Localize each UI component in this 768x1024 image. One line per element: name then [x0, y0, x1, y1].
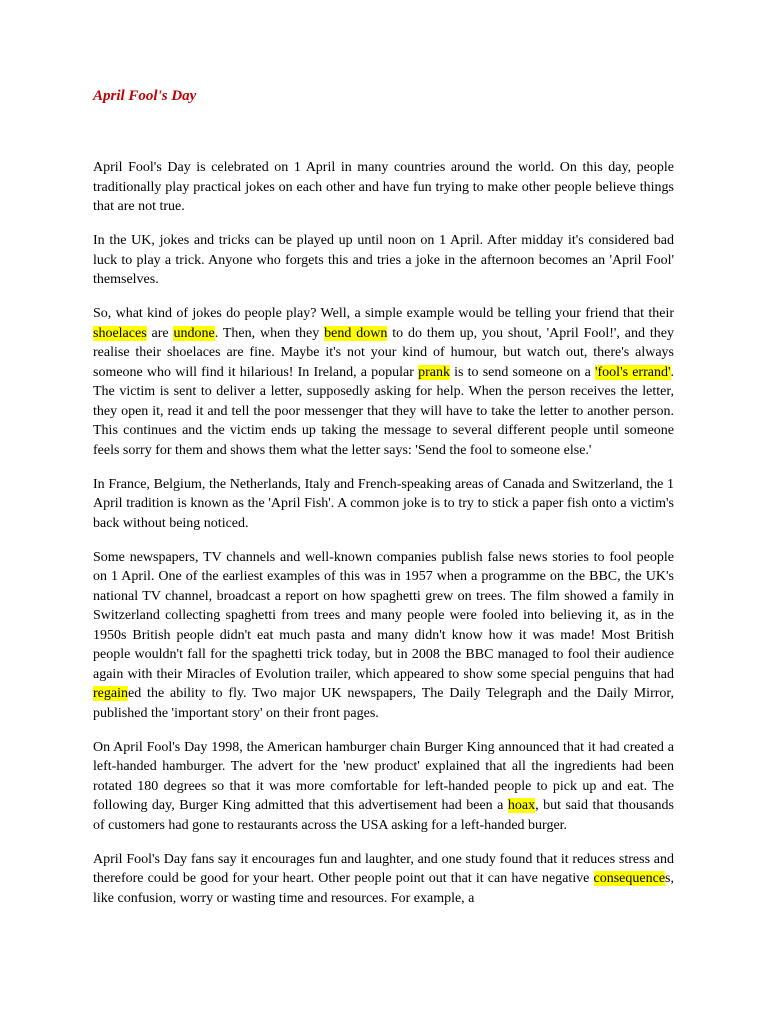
- paragraph: [93, 738, 674, 836]
- text-run: ed the ability to fly. Two major UK newspapers, The Daily Telegraph and the Daily Mirror, published the 'important story' on their front pages.: [93, 686, 674, 721]
- paragraph: [93, 158, 674, 217]
- highlighted-text: bend down: [324, 325, 388, 341]
- highlighted-text: consequence: [593, 871, 666, 886]
- text-run: to do them up, you shout, 'April Fool!', and they realise their shoelaces are fine. Maybe it's not your kind of humour, but watch out, there's always someone who will find it hilarious! In Ireland, a popular: [93, 325, 674, 380]
- paragraph: [93, 304, 674, 460]
- text-run: , but said that thousands of customers had gone to restaurants across the USA asking for a left-handed burger.: [93, 798, 674, 833]
- text-run: Some newspapers, TV channels and well-known companies publish false news stories to fool people on 1 April. One of the earliest examples of this was in 1957 when a programme on the BBC, the UK's national TV channel, broadcast a report on how spaghetti grew on trees. The film showed a family in Switzerland collecting spaghetti from trees and many people were fooled into believing it, as in the 1950s British people didn't eat much pasta and many didn't know how it was made! Most British people wouldn't fall for the spaghetti trick today, but in 2008 the BBC managed to fool their audience again with their Miracles of Evolution trailer, which appeared to show some special penguins that had: [93, 549, 674, 682]
- text-run: April Fool's Day is celebrated on 1 April in many countries around the world. On this day, people traditionally play practical jokes on each other and have fun trying to make other people believe things that are not true.: [93, 160, 674, 214]
- text-run: April Fool's Day fans say it encourages fun and laughter, and one study found that it reduces stress and therefore could be good for your heart. Other people point out that it can have negative: [93, 851, 674, 886]
- document-title: April Fool's Day: [93, 88, 197, 104]
- paragraph: [93, 548, 674, 724]
- highlighted-text: hoax: [507, 798, 536, 813]
- text-run: is to send someone on a: [449, 364, 595, 380]
- highlighted-text: shoelaces: [93, 325, 147, 341]
- paragraph: [93, 850, 674, 909]
- text-run: . Then, when they: [214, 325, 325, 341]
- highlighted-text: prank: [418, 364, 450, 380]
- text-run: s, like confusion, worry or wasting time and resources. For example, a: [93, 871, 674, 906]
- text-run: are: [146, 325, 174, 341]
- highlighted-text: regain: [93, 686, 128, 701]
- text-run: In the UK, jokes and tricks can be played up until noon on 1 April. After midday it's considered bad luck to play a trick. Anyone who forgets this and tries a joke in the afternoon becomes an 'April Fool' themselves.: [93, 233, 674, 287]
- text-run: On April Fool's Day 1998, the American hamburger chain Burger King announced that it had created a left-handed hamburger. The advert for the 'new product' explained that all the ingredients had been rotated 180 degrees so that it was more comfortable for left-handed people to pick up and eat. The following day, Burger King admitted that this advertisement had been a: [93, 739, 674, 813]
- text-run: In France, Belgium, the Netherlands, Italy and French-speaking areas of Canada and Switzerland, the 1 April tradition is known as the 'April Fish'. A common joke is to try to stick a paper fish onto a victim's back without being noticed.: [93, 476, 674, 531]
- paragraph: [93, 231, 674, 290]
- text-run: . The victim is sent to deliver a letter, supposedly asking for help. When the person receives the letter, they open it, read it and tell the poor messenger that they will have to take the letter to another person. This continues and the victim ends up taking the message to several different people until someone feels sorry for them and shows them what the letter says: 'Send the fool to someone else.': [93, 364, 674, 458]
- highlighted-text: 'fool's errand': [595, 364, 671, 380]
- highlighted-text: undone: [173, 325, 215, 341]
- text-run: So, what kind of jokes do people play? Well, a simple example would be telling your friend that their: [93, 306, 674, 321]
- paragraph: [93, 475, 674, 534]
- document-body: [93, 158, 674, 908]
